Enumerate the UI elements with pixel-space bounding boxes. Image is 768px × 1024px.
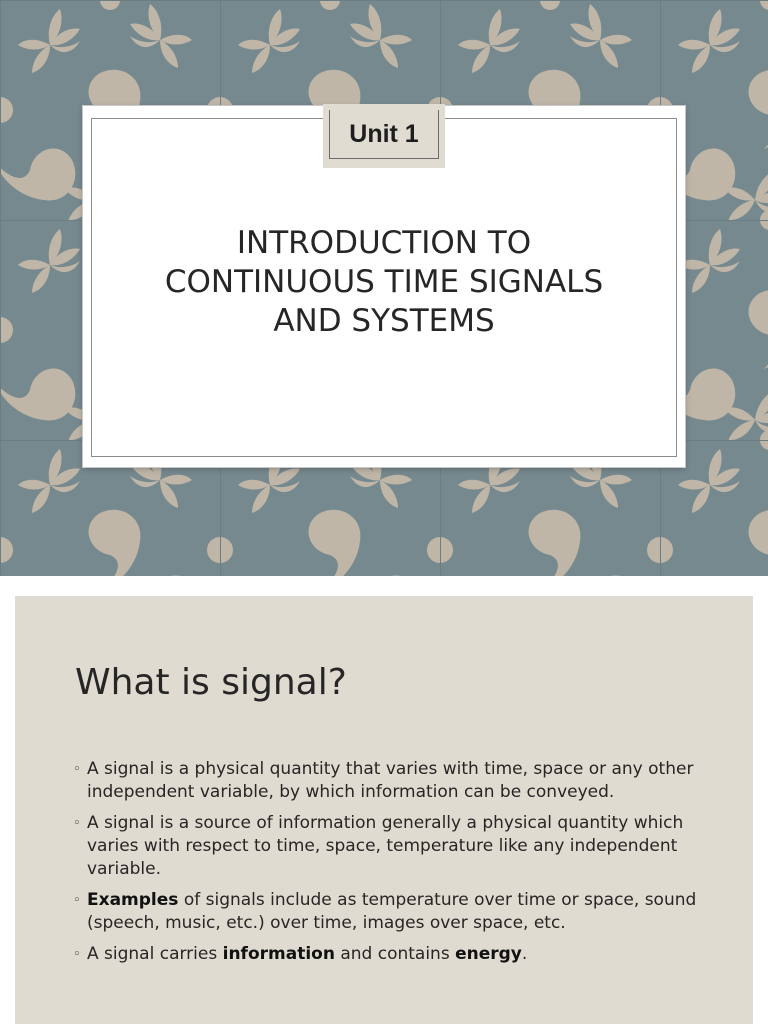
slide-title: [83, 224, 685, 341]
unit-label: Unit 1: [329, 110, 439, 159]
bullet-marker: ◦: [73, 947, 81, 962]
bullet-text: A signal carries: [87, 944, 223, 964]
bullet-marker: ◦: [73, 762, 81, 777]
bullet-bold-text: energy: [455, 944, 522, 964]
bullet-text: .: [521, 944, 528, 964]
bullet-text: A signal is a physical quantity that varies with time, space or any other independent variable, by which information can be conveyed.: [87, 759, 694, 802]
bullet-item: [73, 758, 713, 804]
unit-tab: [323, 104, 445, 168]
bullet-item: [73, 812, 713, 881]
title-line: INTRODUCTION TO: [236, 225, 532, 261]
title-line: CONTINUOUS TIME SIGNALS: [164, 264, 604, 300]
bullet-bold-text: Examples: [87, 890, 179, 910]
bullet-text: A signal is a source of information generally a physical quantity which varies with respect to time, space, temperature like any independent variable.: [87, 813, 684, 879]
slide-heading: What is signal?: [75, 662, 347, 703]
bullet-text: of signals include as temperature over time or space, sound (speech, music, etc.) over time, images over space, etc.: [87, 890, 697, 933]
bullet-text: and contains: [334, 944, 456, 964]
content-slide: [15, 596, 753, 1024]
bullet-item: [73, 889, 713, 935]
bullet-list: [73, 758, 713, 974]
bullet-marker: ◦: [73, 893, 81, 908]
bullet-item: [73, 943, 713, 966]
title-line: AND SYSTEMS: [273, 303, 495, 339]
bullet-marker: ◦: [73, 816, 81, 831]
title-card: [83, 106, 685, 467]
bullet-bold-text: information: [222, 944, 335, 964]
